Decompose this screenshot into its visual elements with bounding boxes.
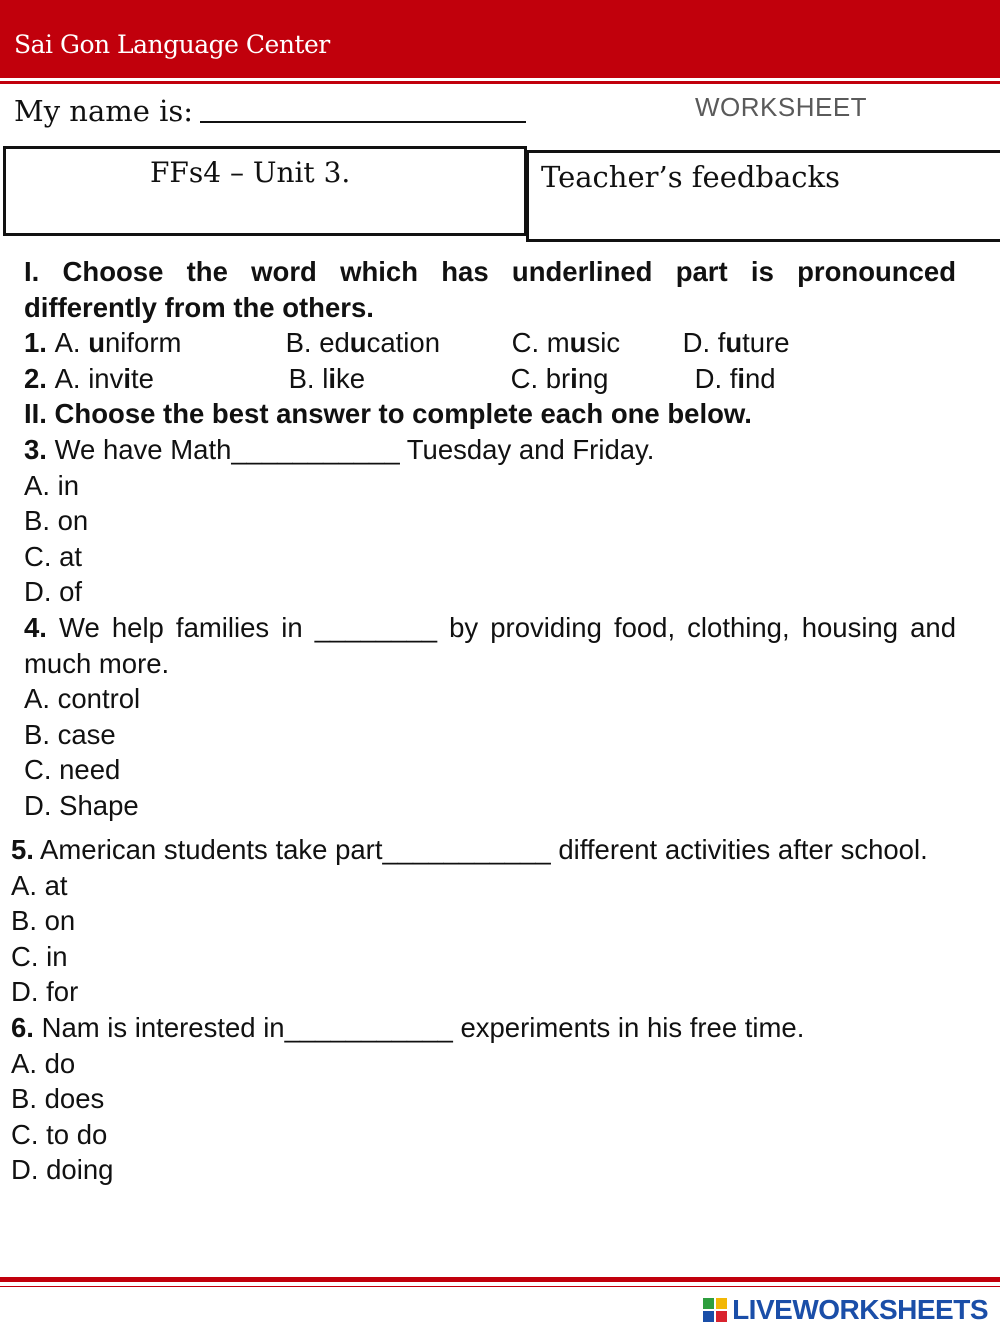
question-6: 6. Nam is interested in___________ experiments in his free time. xyxy=(11,1011,805,1043)
q3-option-a[interactable]: A. in xyxy=(24,469,80,501)
footer-divider xyxy=(0,1277,1000,1282)
worksheet-content-lower xyxy=(11,832,956,1188)
liveworksheets-logo-icon xyxy=(702,1297,728,1323)
q2-option-a[interactable]: A. invite xyxy=(54,362,154,394)
question-1: 1. A. uniform B. education C. music D. future xyxy=(24,325,956,361)
section-2-heading: II. Choose the best answer to complete each one below. xyxy=(24,398,752,430)
q3-option-c[interactable]: C. at xyxy=(24,540,83,572)
question-3: 3. We have Math___________ Tuesday and Friday. xyxy=(24,433,655,465)
q1-option-d[interactable]: D. future xyxy=(682,327,790,359)
q4-option-c[interactable]: C. need xyxy=(24,754,121,786)
q6-option-b[interactable]: B. does xyxy=(11,1083,105,1115)
q3-option-b[interactable]: B. on xyxy=(24,505,89,537)
q1-option-b[interactable]: B. education xyxy=(285,327,440,359)
q6-option-d[interactable]: D. doing xyxy=(11,1154,114,1186)
section-1-heading: I. Choose the word which has underlined part is pronounced differently from the others. xyxy=(24,256,956,323)
unit-title: FFs4 – Unit 3. xyxy=(150,156,351,189)
question-4: 4. We help families in ________ by providing food, clothing, housing and much more. xyxy=(24,611,956,679)
name-input-line[interactable] xyxy=(200,121,526,123)
header-divider xyxy=(0,81,1000,84)
q5-option-b[interactable]: B. on xyxy=(11,905,76,937)
q6-option-c[interactable]: C. to do xyxy=(11,1118,108,1150)
q2-option-d[interactable]: D. find xyxy=(694,362,776,394)
footer-divider-thin xyxy=(0,1286,1000,1287)
worksheet-content xyxy=(24,254,956,824)
q3-option-d[interactable]: D. of xyxy=(24,576,83,608)
liveworksheets-brand: LIVEWORKSHEETS xyxy=(732,1294,988,1325)
q5-option-c[interactable]: C. in xyxy=(11,940,68,972)
q1-option-c[interactable]: C. music xyxy=(511,327,621,359)
name-label: My name is: xyxy=(14,94,194,128)
question-2: 2. A. invite B. like C. bring D. find xyxy=(24,361,956,397)
worksheet-label: WORKSHEET xyxy=(695,92,868,122)
q4-option-a[interactable]: A. control xyxy=(24,683,141,715)
liveworksheets-logo[interactable] xyxy=(702,1294,988,1326)
feedback-title: Teacher’s feedbacks xyxy=(541,160,840,194)
q1-option-a[interactable]: A. uniform xyxy=(54,327,182,359)
q4-option-d[interactable]: D. Shape xyxy=(24,789,139,821)
question-5: 5. American students take part___________ different activities after school. xyxy=(11,834,928,865)
center-name: Sai Gon Language Center xyxy=(14,30,330,59)
q5-option-a[interactable]: A. at xyxy=(11,869,68,901)
q2-option-b[interactable]: B. like xyxy=(288,362,365,394)
q2-option-c[interactable]: C. bring xyxy=(510,362,609,394)
q6-option-a[interactable]: A. do xyxy=(11,1047,76,1079)
q5-option-d[interactable]: D. for xyxy=(11,976,79,1008)
q4-option-b[interactable]: B. case xyxy=(24,718,116,750)
